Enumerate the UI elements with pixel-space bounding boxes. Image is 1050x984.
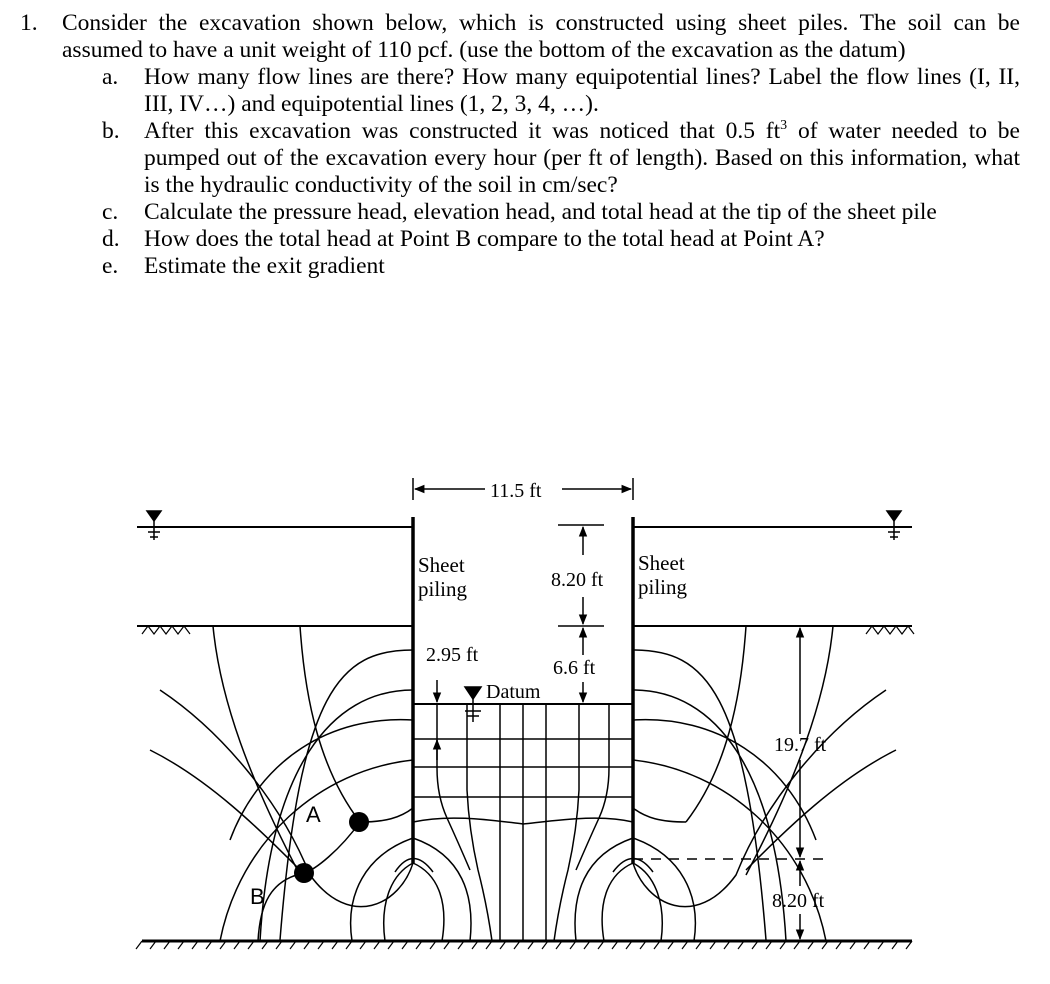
question-number: 1. xyxy=(20,10,38,36)
problem-intro: Consider the excavation shown below, which is constructed using sheet piles. The soil can be assumed to have a unit weight of 110 pcf. (use the bottom of the excavation as the datum) xyxy=(62,10,1020,63)
subquestion-label: c. xyxy=(102,199,119,225)
dimension-top-label: 8.20 ft xyxy=(551,569,604,591)
subquestion-label: b. xyxy=(102,118,120,144)
water-table-symbol-right xyxy=(887,511,901,540)
dimension-bottom-label: 8.20 ft xyxy=(772,890,825,912)
dimension-water-depth-label: 6.6 ft xyxy=(553,657,596,679)
superscript: 3 xyxy=(780,118,788,134)
sheet-piling-right-label-2: piling xyxy=(638,575,688,599)
point-a-label: A xyxy=(306,802,321,827)
sheet-piling-left-label-1: Sheet xyxy=(418,553,465,577)
subquestion-text-cont: of water needed to be pumped out of the excavation every hour (per ft of length). Based on this information, what is the hydraulic conductivity of the soil in cm/sec? xyxy=(144,118,1020,198)
subquestion-text: How many flow lines are there? How many equipotential lines? Label the flow lines (I, II, III, IV…) and equipotential lines (1, 2, 3, 4, …). xyxy=(144,64,1020,117)
point-b-marker xyxy=(294,863,314,883)
sheet-piling-left-label-2: piling xyxy=(418,577,468,601)
impermeable-base xyxy=(136,941,912,949)
dimension-drawdown-label: 2.95 ft xyxy=(426,644,479,666)
point-a-marker xyxy=(349,812,369,832)
dimension-width-label: 11.5 ft xyxy=(490,480,542,502)
subquestion-text: How does the total head at Point B compare to the total head at Point A? xyxy=(144,226,825,252)
datum-label: Datum xyxy=(486,681,541,703)
dimension-pile-depth-label: 19.7 ft xyxy=(774,734,827,756)
ground-surface xyxy=(137,626,914,634)
sheet-piling-right-label-1: Sheet xyxy=(638,551,685,575)
point-b-label: B xyxy=(250,884,265,909)
subquestion-label: e. xyxy=(102,253,119,279)
excavation-flow-grid xyxy=(413,704,633,941)
water-table-symbol-left xyxy=(147,511,161,540)
subquestion-label: a. xyxy=(102,64,119,90)
subquestion-text: Estimate the exit gradient xyxy=(144,253,385,279)
subquestion-text: After this excavation was constructed it was noticed that 0.5 ft xyxy=(144,118,781,144)
subquestion-label: d. xyxy=(102,226,120,252)
subquestion-text: Calculate the pressure head, elevation head, and total head at the tip of the sheet pile xyxy=(144,199,937,225)
